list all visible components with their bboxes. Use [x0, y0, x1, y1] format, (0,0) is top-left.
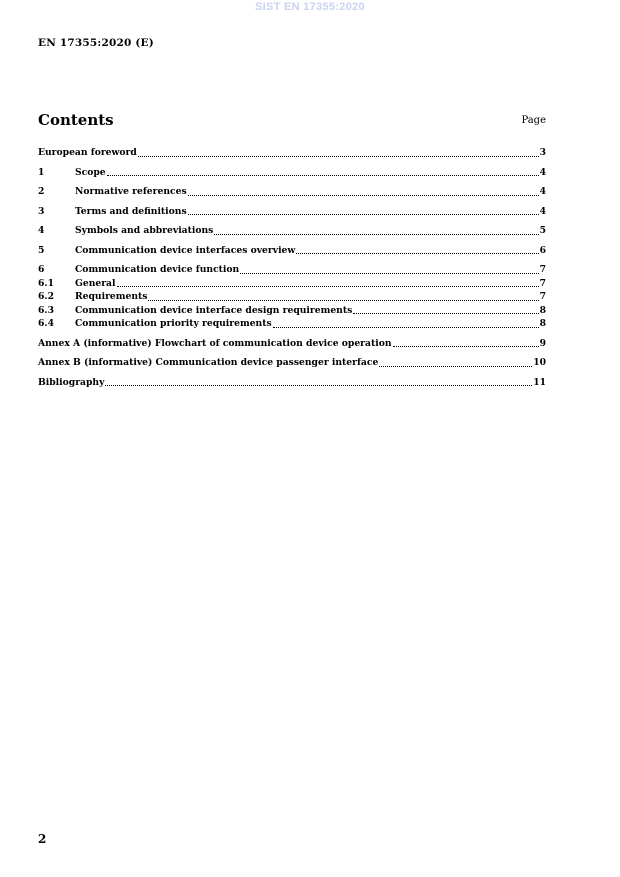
toc-entry-title: General: [75, 277, 116, 289]
watermark: SIST EN 17355:2020: [255, 1, 365, 13]
dot-leader: [214, 234, 538, 235]
dot-leader: [296, 253, 538, 254]
dot-leader: [138, 156, 539, 157]
toc-entry-title: Communication device function: [75, 264, 240, 275]
document-id: EN 17355:2020 (E): [38, 37, 154, 49]
toc-entry-number: 5: [38, 244, 45, 256]
toc-entry[interactable]: [38, 205, 546, 219]
page-column-label: Page: [521, 115, 546, 126]
toc-entry-page: 11: [533, 376, 546, 388]
toc-entry[interactable]: [38, 185, 546, 199]
page-title: Contents: [38, 111, 114, 129]
toc-entry[interactable]: [38, 337, 546, 351]
toc-entry-number: 1: [38, 166, 45, 178]
toc-entry-page: 7: [539, 277, 546, 289]
table-of-contents: [38, 146, 546, 389]
toc-entry[interactable]: [38, 244, 546, 258]
toc-entry[interactable]: [38, 166, 546, 180]
toc-entry[interactable]: [38, 304, 546, 318]
dot-leader: [188, 214, 539, 215]
dot-leader: [117, 286, 539, 287]
toc-entry-page: 5: [539, 225, 546, 236]
toc-entry-title: Scope: [75, 166, 106, 178]
toc-entry-number: 6.1: [38, 277, 54, 289]
toc-entry[interactable]: [38, 263, 546, 277]
toc-entry-page: 7: [539, 264, 546, 275]
dot-leader: [353, 313, 538, 314]
toc-entry-title: Communication priority requirements: [75, 318, 272, 329]
toc-entry[interactable]: [38, 356, 546, 370]
toc-entry-page: 3: [539, 147, 546, 158]
toc-entry-title: Communication device interfaces overview: [75, 244, 296, 256]
toc-entry-number: 6.3: [38, 304, 54, 316]
toc-entry-number: 3: [38, 205, 45, 217]
toc-entry-page: 4: [539, 186, 546, 197]
toc-entry-title: Normative references: [75, 186, 187, 197]
toc-entry-title: Bibliography: [38, 376, 105, 388]
toc-entry-number: 4: [38, 225, 45, 236]
toc-entry-page: 9: [539, 337, 546, 349]
toc-entry[interactable]: [38, 277, 546, 291]
toc-entry-page: 8: [539, 304, 546, 316]
toc-entry-page: 4: [539, 205, 546, 217]
toc-entry[interactable]: [38, 224, 546, 238]
dot-leader: [273, 327, 539, 328]
page-number: 2: [38, 832, 47, 846]
toc-entry-page: 10: [533, 357, 546, 368]
toc-entry-title: Annex B (informative) Communication device passenger interface: [38, 357, 379, 368]
toc-entry-title: European foreword: [38, 147, 137, 158]
toc-entry-number: 6: [38, 264, 45, 275]
toc-entry-page: 8: [539, 318, 546, 329]
toc-entry[interactable]: [38, 290, 546, 304]
toc-entry-title: Communication device interface design requirements: [75, 304, 353, 316]
toc-entry-page: 7: [539, 291, 546, 302]
dot-leader: [379, 366, 532, 367]
toc-entry[interactable]: [38, 317, 546, 331]
toc-entry-page: 4: [539, 166, 546, 178]
dot-leader: [393, 346, 539, 347]
dot-leader: [240, 273, 538, 274]
dot-leader: [107, 175, 539, 176]
toc-entry-title: Symbols and abbreviations: [75, 225, 214, 236]
toc-entry[interactable]: [38, 376, 546, 390]
toc-entry-title: Requirements: [75, 291, 148, 302]
toc-entry-number: 2: [38, 186, 45, 197]
toc-entry-title: Annex A (informative) Flowchart of communication device operation: [38, 337, 392, 349]
dot-leader: [148, 300, 538, 301]
toc-entry-title: Terms and definitions: [75, 205, 187, 217]
toc-entry-number: 6.4: [38, 318, 54, 329]
dot-leader: [188, 195, 539, 196]
dot-leader: [105, 385, 532, 386]
toc-entry-number: 6.2: [38, 291, 54, 302]
toc-entry-page: 6: [539, 244, 546, 256]
toc-entry[interactable]: [38, 146, 546, 160]
